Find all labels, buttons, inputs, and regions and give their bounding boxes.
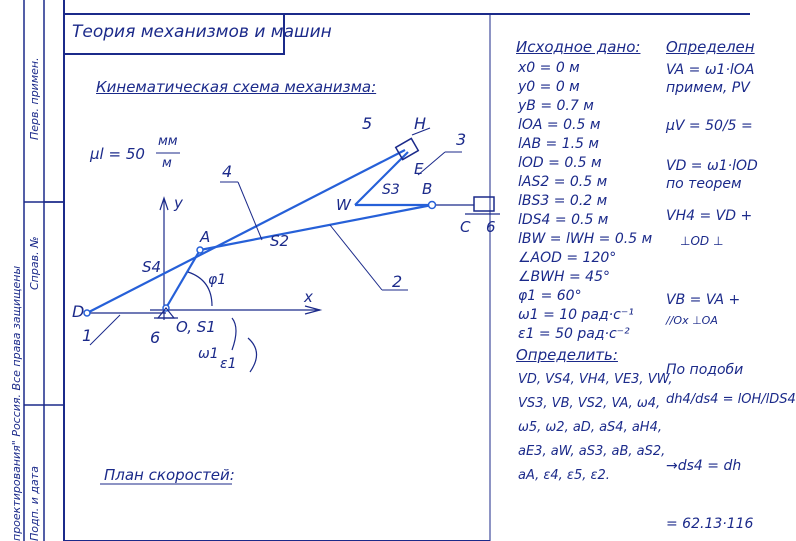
right-l9: //Ox ⊥OA	[666, 314, 718, 327]
side-label-rights: проектирования" Россия. Все права защищены	[10, 265, 23, 541]
right-l6: VH4 = VD +	[666, 208, 753, 224]
right-l5: по теорем	[666, 176, 742, 192]
label-5: 5	[362, 114, 373, 133]
label-A: A	[200, 228, 211, 246]
label-x: x	[304, 288, 313, 306]
scale-num: мм	[158, 134, 178, 149]
given-9: lBW = lWH = 0.5 м	[518, 231, 653, 247]
joint-D	[84, 310, 90, 316]
section-velocity: План скоростей:	[104, 466, 235, 484]
find-title: Определить:	[516, 346, 618, 364]
right-l10: По подоби	[666, 362, 744, 378]
scale-mu: μl = 50	[90, 145, 145, 163]
right-l2: примем, PV	[666, 80, 750, 96]
label-C: C	[460, 218, 471, 236]
label-3: 3	[456, 130, 467, 149]
label-W: W	[336, 196, 351, 214]
right-l4: VD = ω1·lOD	[666, 158, 758, 174]
label-E: E	[414, 160, 424, 178]
given-3: lOA = 0.5 м	[518, 117, 601, 133]
given-7: lBS3 = 0.2 м	[518, 193, 608, 209]
right-l1: VA = ω1·lOA	[666, 62, 755, 78]
label-O: O, S1	[176, 318, 216, 336]
joint-B	[429, 202, 436, 209]
given-10: ∠AOD = 120°	[518, 250, 617, 266]
given-0: x0 = 0 м	[518, 60, 580, 76]
right-title: Определен	[666, 38, 755, 56]
label-D: D	[72, 302, 85, 321]
side-label-perv: Перв. примен.	[28, 57, 41, 140]
link-D-H	[87, 150, 405, 313]
label-4: 4	[222, 162, 233, 181]
label-6a: 6	[150, 328, 161, 347]
section-kinematic: Кинематическая схема механизма:	[96, 78, 377, 96]
right-l11: dh4/ds4 = lOH/lDS4	[666, 392, 796, 407]
link-O-A	[166, 250, 200, 308]
label-eps: ε1	[220, 356, 237, 372]
given-2: yB = 0.7 м	[518, 98, 594, 114]
given-5: lOD = 0.5 м	[518, 155, 602, 171]
find-1: VS3, VB, VS2, VA, ω4,	[518, 396, 661, 411]
slider-C	[474, 197, 494, 211]
label-y: y	[174, 194, 183, 212]
given-title: Исходное дано:	[516, 38, 641, 56]
label-S3: S3	[382, 182, 400, 198]
find-4: aA, ε4, ε5, ε2.	[518, 468, 610, 483]
slider-H	[396, 138, 419, 159]
joint-A	[197, 247, 203, 253]
label-1: 1	[82, 326, 93, 345]
label-6b: 6	[486, 218, 496, 236]
given-12: φ1 = 60°	[518, 288, 582, 304]
sheet-title: Теория механизмов и машин	[72, 22, 332, 42]
given-11: ∠BWH = 45°	[518, 269, 610, 285]
label-S4: S4	[142, 258, 162, 276]
label-S2: S2	[270, 232, 290, 250]
given-8: lDS4 = 0.5 м	[518, 212, 609, 228]
label-H: H	[414, 114, 427, 133]
right-l12: →ds4 = dh	[666, 458, 742, 474]
given-6: lAS2 = 0.5 м	[518, 174, 608, 190]
side-label-sprav: Справ. №	[28, 236, 41, 290]
find-2: ω5, ω2, aD, aS4, aH4,	[518, 420, 662, 435]
right-l7: ⊥OD ⊥	[680, 234, 724, 248]
link-A-B	[200, 205, 432, 250]
label-omega: ω1	[198, 346, 219, 362]
side-label-podp: Подп. и дата	[28, 466, 41, 541]
label-2: 2	[392, 272, 403, 291]
given-1: y0 = 0 м	[518, 79, 580, 95]
given-13: ω1 = 10 рад·с⁻¹	[518, 307, 634, 323]
given-14: ε1 = 50 рад·с⁻²	[518, 326, 630, 342]
right-l8: VB = VA +	[666, 292, 741, 308]
label-phi: φ1	[208, 272, 227, 288]
right-l3: μV = 50/5 =	[666, 118, 753, 134]
find-0: VD, VS4, VH4, VE3, VW,	[518, 372, 673, 387]
given-4: lAB = 1.5 м	[518, 136, 599, 152]
right-l13: = 62.13·116	[666, 516, 754, 532]
find-3: aE3, aW, aS3, aB, aS2,	[518, 444, 666, 459]
scale-den: м	[162, 156, 172, 171]
label-B: B	[422, 180, 433, 198]
